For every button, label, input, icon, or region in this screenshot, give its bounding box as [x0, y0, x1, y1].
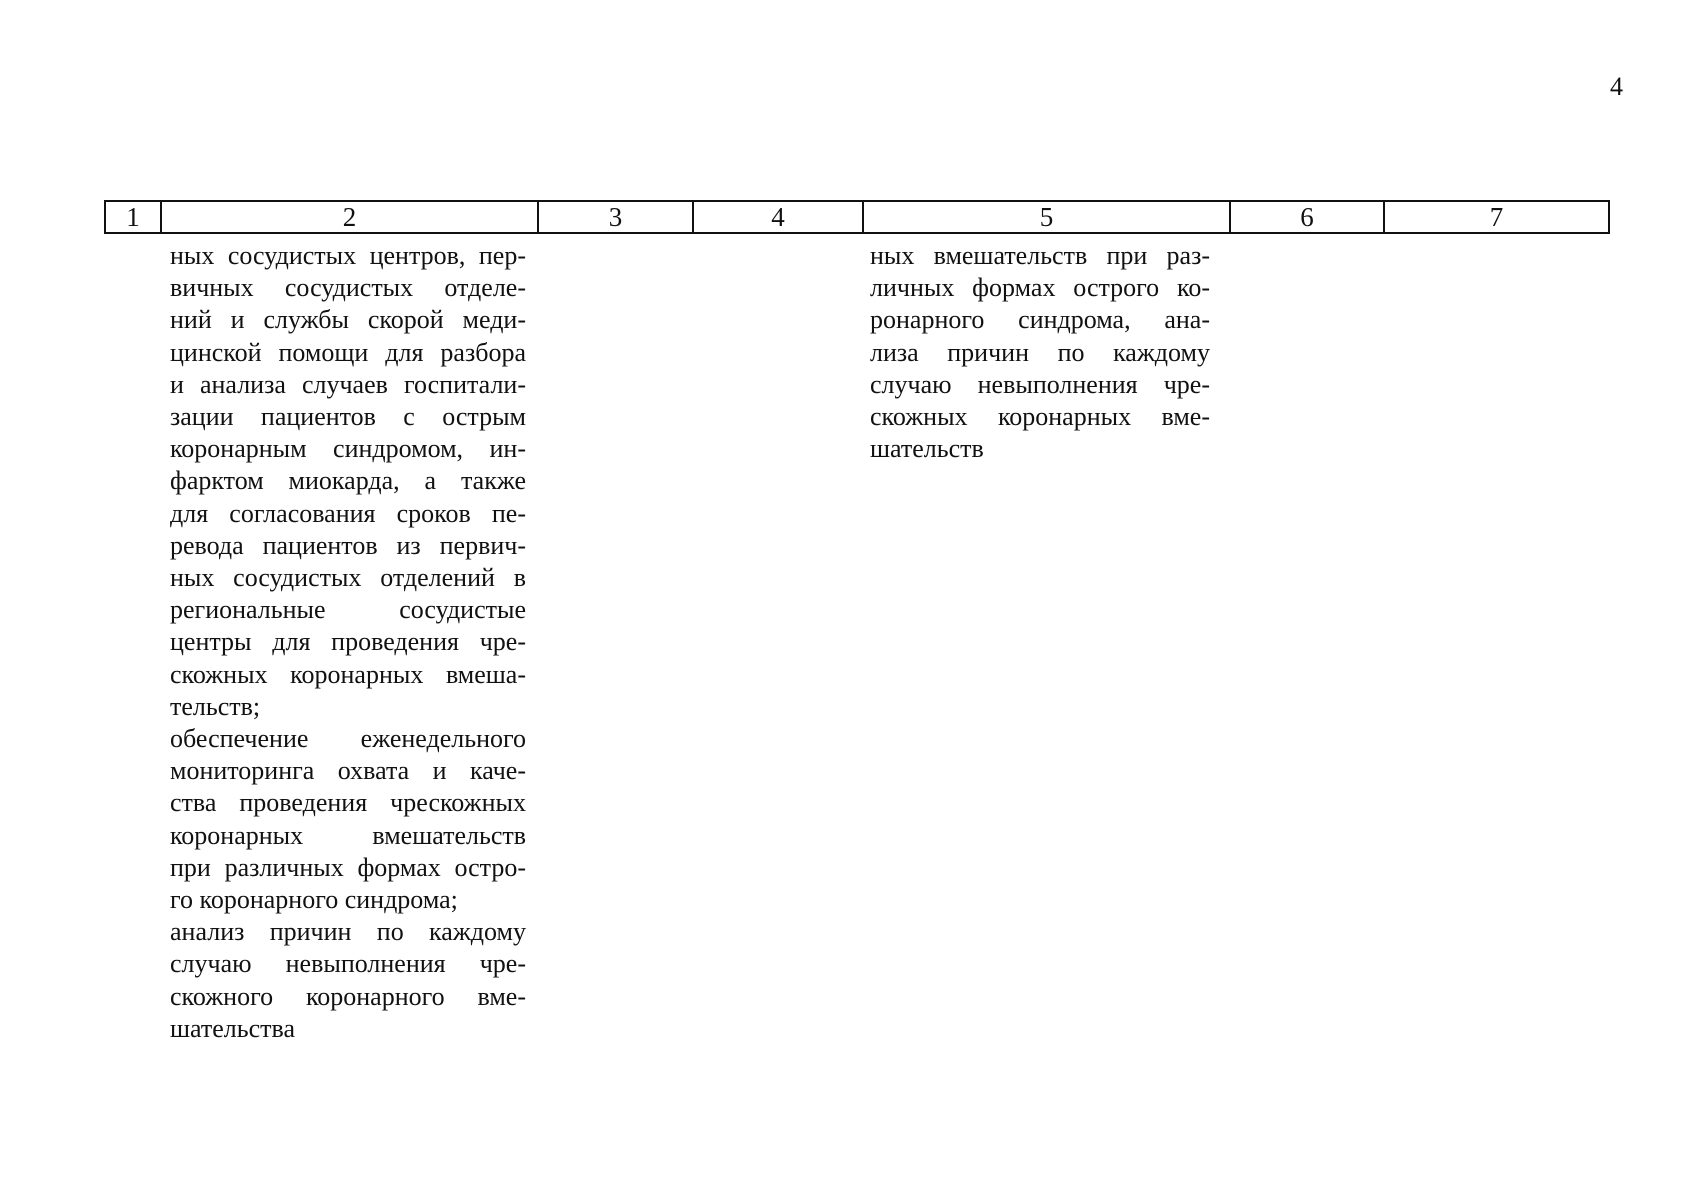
header-col-6: 6 [1230, 201, 1384, 233]
column-2-line: ных сосудистых отделений в [170, 563, 526, 593]
header-col-1: 1 [105, 201, 161, 233]
header-col-4: 4 [693, 201, 863, 233]
column-2-line: коронарным синдромом, ин- [170, 434, 526, 464]
column-2-line: коронарных вмешательств [170, 820, 526, 850]
header-row [105, 201, 1609, 233]
column-2-line: ных сосудистых центров, пер- [170, 241, 526, 270]
column-number-header [104, 200, 1610, 234]
column-2-line: обеспечение еженедельного [170, 724, 526, 754]
column-2-line: ства проведения чрескожных [170, 788, 526, 818]
column-2-line: случаю невыполнения чре- [170, 949, 526, 979]
column-5-line: личных формах острого ко- [870, 273, 1210, 303]
column-5-line: скожных коронарных вме- [870, 402, 1210, 432]
header-col-7: 7 [1384, 201, 1609, 233]
column-2-text [170, 240, 526, 1045]
page-number: 4 [1610, 72, 1623, 101]
column-2-line: для согласования сроков пе- [170, 498, 526, 528]
column-2-line: региональные сосудистые [170, 595, 526, 625]
column-5-text [870, 240, 1210, 465]
column-5-line: шательств [870, 434, 984, 464]
column-2-line: и анализа случаев госпитали- [170, 369, 526, 399]
column-2-line: ний и службы скорой меди- [170, 305, 526, 335]
column-2-line: ревода пациентов из первич- [170, 530, 526, 560]
column-2-line: анализ причин по каждому [170, 917, 526, 947]
header-col-2: 2 [161, 201, 538, 233]
column-2-line: зации пациентов с острым [170, 402, 526, 432]
column-2-line: фарктом миокарда, а также [170, 466, 526, 496]
column-2-line: при различных формах остро- [170, 852, 526, 882]
column-2-line: тельств; [170, 691, 261, 721]
column-5-line: ных вмешательств при раз- [870, 241, 1210, 270]
column-5-line: ронарного синдрома, ана- [870, 305, 1210, 335]
column-2-line: скожного коронарного вме- [170, 981, 526, 1011]
header-col-5: 5 [863, 201, 1230, 233]
column-2-line: го коронарного синдрома; [170, 885, 458, 915]
column-2-line: вичных сосудистых отделе- [170, 273, 526, 303]
column-2-line: центры для проведения чре- [170, 627, 526, 657]
column-2-line: цинской помощи для разбора [170, 337, 526, 367]
column-2-line: мониторинга охвата и каче- [170, 756, 526, 786]
column-2-line: шательства [170, 1013, 295, 1043]
header-col-3: 3 [538, 201, 693, 233]
column-2-line: скожных коронарных вмеша- [170, 659, 526, 689]
column-5-line: лиза причин по каждому [870, 337, 1210, 367]
column-5-line: случаю невыполнения чре- [870, 369, 1210, 399]
